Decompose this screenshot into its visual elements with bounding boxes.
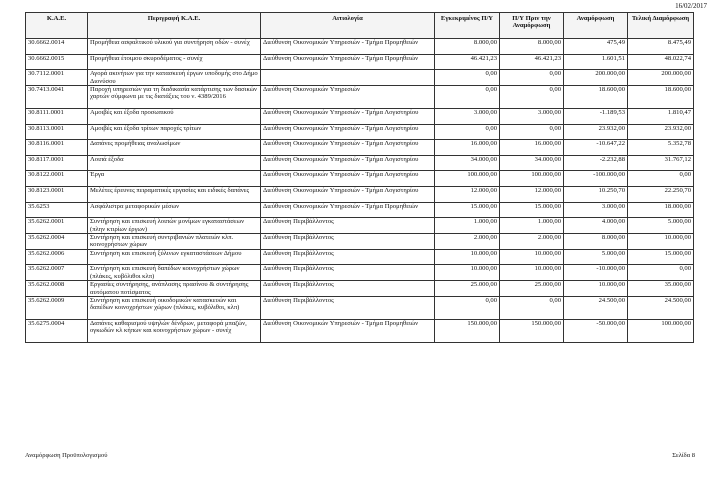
header-budget-before: Π/Υ Πριν την Αναμόρφωση <box>500 13 564 39</box>
cell-final-amount: 8.475,49 <box>628 39 694 55</box>
table-row <box>26 233 694 249</box>
table-row <box>26 297 694 320</box>
table-row <box>26 109 694 125</box>
cell-kae-code: 30.7112.0001 <box>26 70 88 86</box>
table-row <box>26 186 694 202</box>
cell-kae-code: 30.8111.0001 <box>26 109 88 125</box>
cell-kae-description: Δαπάνες καθαρισμού υψηλών δένδρων, μεταφορά μπαζών, ογκωδών κλ κήπων και κοινοχρήστων χώρων - συνέχ <box>88 320 261 343</box>
cell-kae-code: 30.8113.0001 <box>26 124 88 140</box>
cell-approved-budget: 15.000,00 <box>435 202 500 218</box>
cell-adjustment: 10.250,70 <box>564 186 628 202</box>
table-row <box>26 39 694 55</box>
cell-approved-budget: 0,00 <box>435 124 500 140</box>
cell-justification: Διεύθυνση Περιβάλλοντος <box>261 281 435 297</box>
cell-kae-code: 35.6262.0001 <box>26 218 88 234</box>
cell-budget-before: 0,00 <box>500 297 564 320</box>
cell-kae-code: 35.6262.0008 <box>26 281 88 297</box>
table-row <box>26 70 694 86</box>
header-description: Περιγραφή Κ.Α.Ε. <box>88 13 261 39</box>
cell-kae-description: Συντήρηση και επισκευή λοιπών μονίμων εγκαταστάσεων (πλην κτιρίων έργων) <box>88 218 261 234</box>
cell-final-amount: 22.250,70 <box>628 186 694 202</box>
cell-final-amount: 48.022,74 <box>628 54 694 70</box>
cell-kae-description: Παροχή υπηρεσιών για τη διαδικασία κατάρτισης των δασικών χαρτών σύμφωνα με τις διατάξεις του ν. 4389/2016 <box>88 86 261 109</box>
cell-approved-budget: 16.000,00 <box>435 140 500 156</box>
cell-budget-before: 16.000,00 <box>500 140 564 156</box>
cell-approved-budget: 2.000,00 <box>435 233 500 249</box>
cell-approved-budget: 0,00 <box>435 297 500 320</box>
cell-justification: Διεύθυνση Οικονομικών Υπηρεσιών - Τμήμα Προμηθειών <box>261 202 435 218</box>
cell-kae-code: 35.6253 <box>26 202 88 218</box>
cell-approved-budget: 100.000,00 <box>435 171 500 187</box>
cell-final-amount: 18.000,00 <box>628 202 694 218</box>
cell-final-amount: 35.000,00 <box>628 281 694 297</box>
cell-adjustment: 10.000,00 <box>564 281 628 297</box>
cell-adjustment: 200.000,00 <box>564 70 628 86</box>
header-justification: Αιτιολογία <box>261 13 435 39</box>
print-date: 16/02/2017 <box>675 2 707 10</box>
cell-kae-description: Προμήθεια έτοιμου σκυροδέματος - συνέχ <box>88 54 261 70</box>
table-row <box>26 320 694 343</box>
cell-adjustment: -100.000,00 <box>564 171 628 187</box>
cell-budget-before: 1.000,00 <box>500 218 564 234</box>
cell-adjustment: 24.500,00 <box>564 297 628 320</box>
cell-adjustment: 23.932,00 <box>564 124 628 140</box>
cell-kae-description: Ασφάλιστρα μεταφορικών μέσων <box>88 202 261 218</box>
cell-kae-code: 35.6262.0007 <box>26 265 88 281</box>
cell-adjustment: 4.000,00 <box>564 218 628 234</box>
cell-kae-description: Συντήρηση και επισκευή οικοδομικών κατασκευών και δαπέδων κοινοχρήστων χώρων (πλάκες, κυβόλιθοι, κλπ) <box>88 297 261 320</box>
cell-budget-before: 46.421,23 <box>500 54 564 70</box>
cell-budget-before: 150.000,00 <box>500 320 564 343</box>
cell-approved-budget: 25.000,00 <box>435 281 500 297</box>
cell-approved-budget: 1.000,00 <box>435 218 500 234</box>
cell-justification: Διεύθυνση Οικονομικών Υπηρεσιών - Τμήμα Λογιστηρίου <box>261 171 435 187</box>
cell-approved-budget: 0,00 <box>435 70 500 86</box>
cell-final-amount: 5.000,00 <box>628 218 694 234</box>
cell-budget-before: 25.000,00 <box>500 281 564 297</box>
cell-adjustment: -2.232,88 <box>564 155 628 171</box>
cell-adjustment: -50.000,00 <box>564 320 628 343</box>
cell-justification: Διεύθυνση Οικονομικών Υπηρεσιών <box>261 86 435 109</box>
cell-kae-code: 30.6662.0015 <box>26 54 88 70</box>
cell-kae-description: Λοιπά έξοδα <box>88 155 261 171</box>
cell-justification: Διεύθυνση Περιβάλλοντος <box>261 297 435 320</box>
cell-justification: Διεύθυνση Περιβάλλοντος <box>261 249 435 265</box>
cell-adjustment: 8.000,00 <box>564 233 628 249</box>
cell-final-amount: 0,00 <box>628 171 694 187</box>
footer-title: Αναμόρφωση Προϋπολογισμού <box>25 452 108 459</box>
cell-approved-budget: 10.000,00 <box>435 249 500 265</box>
table-row <box>26 155 694 171</box>
cell-adjustment: 18.600,00 <box>564 86 628 109</box>
cell-kae-description: Μελέτες έρευνες πειραματικές εργασίες και ειδικές δαπάνες <box>88 186 261 202</box>
cell-budget-before: 15.000,00 <box>500 202 564 218</box>
cell-kae-description: Έργα <box>88 171 261 187</box>
cell-kae-code: 30.8116.0001 <box>26 140 88 156</box>
header-kae: Κ.Α.Ε. <box>26 13 88 39</box>
cell-final-amount: 18.600,00 <box>628 86 694 109</box>
cell-kae-description: Συντήρηση και επισκευή δαπέδων κοινοχρήστων χώρων (πλάκες, κυβόλιθοι κλπ) <box>88 265 261 281</box>
cell-kae-description: Εργασίες συντήρησης, ανάπλασης πρασίνου & συντήρησης αυτόματου ποτίσματος <box>88 281 261 297</box>
cell-justification: Διεύθυνση Οικονομικών Υπηρεσιών - Τμήμα Προμηθειών <box>261 39 435 55</box>
table-row <box>26 202 694 218</box>
table-header-row <box>26 13 694 39</box>
table-row <box>26 140 694 156</box>
table-row <box>26 249 694 265</box>
cell-justification: Διεύθυνση Οικονομικών Υπηρεσιών - Τμήμα Λογιστηρίου <box>261 155 435 171</box>
header-adjustment: Αναμόρφωση <box>564 13 628 39</box>
page-number: Σελίδα 8 <box>672 452 695 459</box>
cell-kae-description: Συντήρηση και επισκευή συντριβανιών πλατειών κλπ. κοινοχρήστων χώρων <box>88 233 261 249</box>
cell-final-amount: 0,00 <box>628 265 694 281</box>
cell-kae-code: 35.6275.0004 <box>26 320 88 343</box>
cell-final-amount: 1.810,47 <box>628 109 694 125</box>
cell-adjustment: 3.000,00 <box>564 202 628 218</box>
cell-justification: Διεύθυνση Περιβάλλοντος <box>261 218 435 234</box>
cell-budget-before: 0,00 <box>500 124 564 140</box>
cell-final-amount: 10.000,00 <box>628 233 694 249</box>
cell-final-amount: 23.932,00 <box>628 124 694 140</box>
cell-justification: Διεύθυνση Οικονομικών Υπηρεσιών - Τμήμα Λογιστηρίου <box>261 186 435 202</box>
cell-approved-budget: 12.000,00 <box>435 186 500 202</box>
cell-justification <box>261 70 435 86</box>
cell-justification: Διεύθυνση Οικονομικών Υπηρεσιών - Τμήμα Λογιστηρίου <box>261 140 435 156</box>
cell-final-amount: 100.000,00 <box>628 320 694 343</box>
cell-kae-description: Δαπάνες προμήθειας αναλωσίμων <box>88 140 261 156</box>
cell-budget-before: 10.000,00 <box>500 265 564 281</box>
cell-adjustment: 475,49 <box>564 39 628 55</box>
cell-final-amount: 24.500,00 <box>628 297 694 320</box>
cell-approved-budget: 3.000,00 <box>435 109 500 125</box>
cell-final-amount: 200.000,00 <box>628 70 694 86</box>
budget-table <box>25 12 694 343</box>
cell-kae-description: Αμοιβές και έξοδα τρίτων παροχές τρίτων <box>88 124 261 140</box>
cell-budget-before: 2.000,00 <box>500 233 564 249</box>
cell-kae-code: 30.8122.0001 <box>26 171 88 187</box>
header-final: Τελική Διαμόρφωση <box>628 13 694 39</box>
cell-justification: Διεύθυνση Οικονομικών Υπηρεσιών - Τμήμα Προμηθειών <box>261 320 435 343</box>
cell-adjustment: 1.601,51 <box>564 54 628 70</box>
cell-budget-before: 3.000,00 <box>500 109 564 125</box>
cell-approved-budget: 10.000,00 <box>435 265 500 281</box>
cell-budget-before: 34.000,00 <box>500 155 564 171</box>
cell-kae-description: Συντήρηση και επισκευή ξύλινων εγκαταστάσεων Δήμου <box>88 249 261 265</box>
cell-budget-before: 0,00 <box>500 70 564 86</box>
table-row <box>26 218 694 234</box>
cell-kae-code: 30.8117.0001 <box>26 155 88 171</box>
cell-kae-code: 35.6262.0006 <box>26 249 88 265</box>
cell-approved-budget: 150.000,00 <box>435 320 500 343</box>
cell-budget-before: 12.000,00 <box>500 186 564 202</box>
cell-kae-description: Αγορά ακινήτων για την κατασκευή έργων υποδομής στο Δήμο Διονύσου <box>88 70 261 86</box>
table-row <box>26 124 694 140</box>
table-row <box>26 54 694 70</box>
cell-kae-description: Αμοιβές και έξοδα προσωπικού <box>88 109 261 125</box>
cell-approved-budget: 46.421,23 <box>435 54 500 70</box>
cell-justification: Διεύθυνση Περιβάλλοντος <box>261 233 435 249</box>
cell-approved-budget: 0,00 <box>435 86 500 109</box>
cell-adjustment: -1.189,53 <box>564 109 628 125</box>
cell-adjustment: 5.000,00 <box>564 249 628 265</box>
cell-final-amount: 5.352,78 <box>628 140 694 156</box>
cell-justification: Διεύθυνση Οικονομικών Υπηρεσιών - Τμήμα Προμηθειών <box>261 54 435 70</box>
cell-budget-before: 8.000,00 <box>500 39 564 55</box>
cell-justification: Διεύθυνση Οικονομικών Υπηρεσιών - Τμήμα Λογιστηρίου <box>261 124 435 140</box>
cell-adjustment: -10.000,00 <box>564 265 628 281</box>
cell-budget-before: 100.000,00 <box>500 171 564 187</box>
cell-approved-budget: 8.000,00 <box>435 39 500 55</box>
cell-justification: Διεύθυνση Περιβάλλοντος <box>261 265 435 281</box>
table-row <box>26 171 694 187</box>
table-row <box>26 281 694 297</box>
cell-adjustment: -10.647,22 <box>564 140 628 156</box>
cell-kae-code: 30.8123.0001 <box>26 186 88 202</box>
cell-final-amount: 15.000,00 <box>628 249 694 265</box>
cell-kae-description: Προμήθεια ασφαλτικού υλικού για συντήρηση οδών - συνέχ <box>88 39 261 55</box>
cell-kae-code: 35.6262.0004 <box>26 233 88 249</box>
cell-justification: Διεύθυνση Οικονομικών Υπηρεσιών - Τμήμα Λογιστηρίου <box>261 109 435 125</box>
table-row <box>26 265 694 281</box>
header-approved-budget: Εγκεκριμένος Π/Υ <box>435 13 500 39</box>
cell-kae-code: 30.6662.0014 <box>26 39 88 55</box>
cell-approved-budget: 34.000,00 <box>435 155 500 171</box>
table-row <box>26 86 694 109</box>
cell-budget-before: 0,00 <box>500 86 564 109</box>
cell-kae-code: 30.7413.0041 <box>26 86 88 109</box>
cell-budget-before: 10.000,00 <box>500 249 564 265</box>
cell-final-amount: 31.767,12 <box>628 155 694 171</box>
cell-kae-code: 35.6262.0009 <box>26 297 88 320</box>
